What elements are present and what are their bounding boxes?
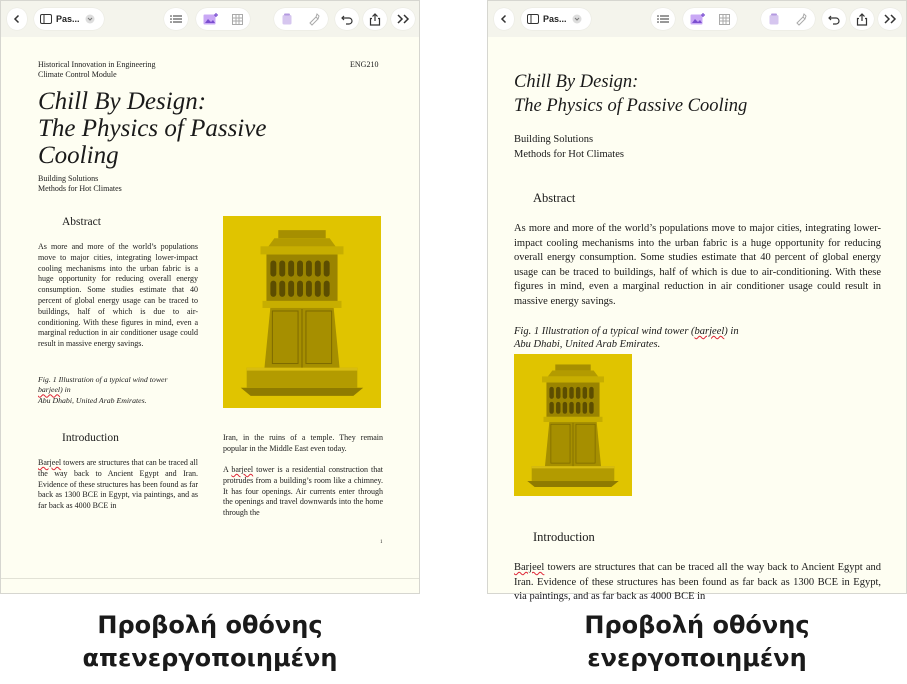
toolbar <box>488 1 906 37</box>
introduction-heading: Introduction <box>62 432 119 444</box>
introduction-heading: Introduction <box>533 530 595 544</box>
page-number: 1 <box>380 540 383 545</box>
document-title: Chill By Design: The Physics of Passive Cooling <box>514 72 748 116</box>
back-icon <box>12 14 22 24</box>
column2-paragraph2: A barjeel tower is a residential construction that protrudes from a building’s room like a chimney. It has four openings. Air currents enter through the openings and travel downwards into the home through the <box>223 465 384 518</box>
undo-button[interactable] <box>335 8 359 30</box>
undo-icon <box>828 14 840 25</box>
table-icon[interactable] <box>719 14 730 25</box>
format-group <box>761 8 815 30</box>
introduction-text: Barjeel towers are structures that can be traced all the way back to Ancient Egypt and Iran. Evidence of these structures has been found as far back as 1300 BCE in Egypt, via paintings, and as far back as 4000 BCE in <box>38 458 198 511</box>
caption-screen-view-off: Προβολή οθόνης απενεργοποιημένη <box>82 611 338 672</box>
course-line1: Historical Innovation in Engineering <box>38 60 156 69</box>
figure-caption: Fig. 1 Illustration of a typical wind tower barjeel) in Abu Dhabi, United Arab Emirates. <box>38 375 168 405</box>
share-icon <box>369 13 381 26</box>
course-code: ENG210 <box>350 60 379 69</box>
wind-tower-figure <box>514 354 632 496</box>
pen-icon[interactable] <box>308 13 320 25</box>
course-line2: Climate Control Module <box>38 70 117 79</box>
share-button[interactable] <box>363 8 387 30</box>
back-button[interactable] <box>7 8 27 30</box>
list-icon <box>657 14 669 24</box>
document-subtitle: Building Solutions Methods for Hot Climates <box>38 174 122 193</box>
share-button[interactable] <box>850 8 874 30</box>
list-icon <box>170 14 182 24</box>
insert-group <box>683 8 737 30</box>
sidebar-icon <box>527 14 539 24</box>
more-icon <box>397 14 410 24</box>
media-icon[interactable] <box>203 13 219 25</box>
page-break <box>1 578 419 579</box>
caption-screen-view-on: Προβολή οθόνης ενεργοποιημένη <box>584 611 810 672</box>
abstract-heading: Abstract <box>533 191 576 205</box>
document-title: Chill By Design: The Physics of Passive Cooling <box>38 88 267 169</box>
back-button[interactable] <box>494 8 514 30</box>
shape-icon[interactable] <box>282 13 292 25</box>
document-view-right <box>487 0 907 603</box>
column2-paragraph1: Iran, in the ruins of a temple. They remain popular in the Middle East even today. <box>223 433 383 453</box>
introduction-text: Barjeel towers are structures that can be traced all the way back to Ancient Egypt and Iran. Evidence of these structures has been found as far back as 1300 BCE in Egypt, via paintings, and as far back as 4000 BCE in <box>514 562 881 603</box>
more-icon <box>884 14 897 24</box>
media-icon[interactable] <box>690 13 706 25</box>
abstract-text: As more and more of the world’s populations move to major cities, integrating lower-impact cooling mechanisms into the urban fabric is a huge opportunity for reducing overall energy consumption. Some studies estimate that 40 percent of global energy usage can be traced to buildings, half of which is due to air-conditioning. With these figures in mind, even a marginal reduction in air conditioner usage could result in massive energy savings. <box>38 242 198 349</box>
chevron-down-icon <box>572 14 582 24</box>
document-view-left <box>0 0 420 594</box>
undo-button[interactable] <box>822 8 846 30</box>
document-subtitle: Building Solutions Methods for Hot Climates <box>514 134 624 160</box>
more-button[interactable] <box>391 8 415 30</box>
figure-caption: Fig. 1 Illustration of a typical wind tower (barjeel) in Abu Dhabi, United Arab Emirates. <box>514 326 739 351</box>
back-icon <box>499 14 509 24</box>
document-menu-button[interactable] <box>34 8 104 30</box>
chevron-down-icon <box>85 14 95 24</box>
insert-group <box>196 8 250 30</box>
pen-icon[interactable] <box>795 13 807 25</box>
course-header <box>38 60 156 80</box>
document-name: Pas... <box>56 14 80 24</box>
document-name: Pas... <box>543 14 567 24</box>
sidebar-icon <box>40 14 52 24</box>
document-menu-button[interactable] <box>521 8 591 30</box>
wind-tower-figure <box>223 216 381 408</box>
abstract-text: As more and more of the world’s populations move to major cities, integrating lower-impact cooling mechanisms into the urban fabric is a huge opportunity for reducing overall energy consumption. Some studies estimate that 40 percent of global energy usage can be traced to buildings, half of which is due to air-conditioning. With these figures in mind, even a marginal reduction in air conditioner usage could result in massive energy savings. <box>514 223 881 307</box>
more-button[interactable] <box>878 8 902 30</box>
list-button[interactable] <box>651 8 675 30</box>
list-button[interactable] <box>164 8 188 30</box>
toolbar <box>1 1 419 37</box>
shape-icon[interactable] <box>769 13 779 25</box>
table-icon[interactable] <box>232 14 243 25</box>
share-icon <box>856 13 868 26</box>
format-group <box>274 8 328 30</box>
undo-icon <box>341 14 353 25</box>
abstract-heading: Abstract <box>62 216 101 228</box>
